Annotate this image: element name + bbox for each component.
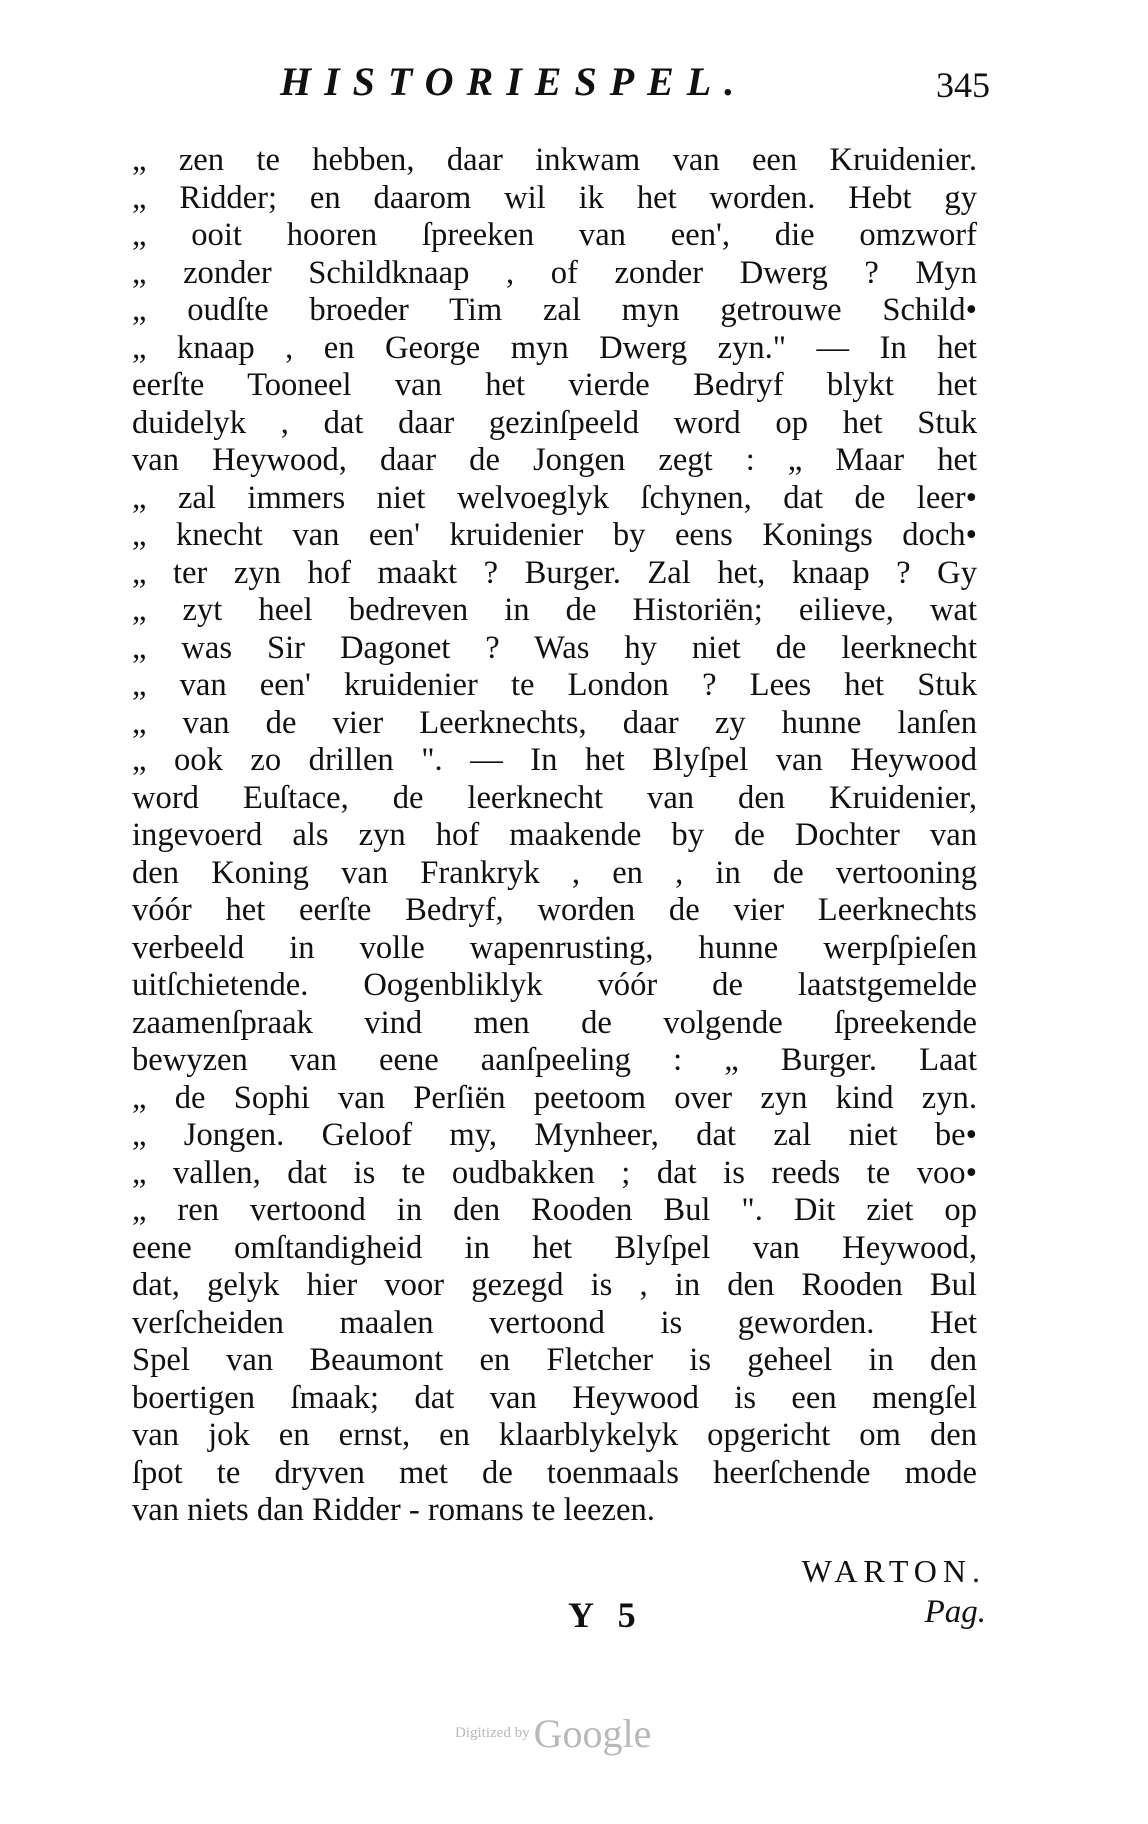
- text-line: „ vallen, dat is te oudbakken ; dat is reeds te voo•: [132, 1154, 977, 1191]
- text-line: „ was Sir Dagonet ? Was hy niet de leerknecht: [132, 629, 977, 666]
- text-line: dat, gelyk hier voor gezegd is , in den Rooden Bul: [132, 1267, 977, 1303]
- text-line: eene omſtandigheid in het Blyſpel van Heywood,: [132, 1229, 977, 1266]
- author-signature: WARTON.: [801, 1553, 986, 1589]
- text-line: uitſchietende. Oogenbliklyk vóór de laatstgemelde: [132, 967, 977, 1003]
- text-line: „ zonder Schildknaap , of zonder Dwerg ? Myn: [132, 254, 977, 291]
- text-line: „ de Sophi van Perſiën peetoom over zyn kind zyn.: [132, 1079, 977, 1116]
- text-line: eerſte Tooneel van het vierde Bedryf blykt het: [132, 367, 977, 403]
- text-line: bewyzen van eene aanſpeeling : „ Burger. Laat: [132, 1042, 977, 1078]
- text-line: ingevoerd als zyn hof maakende by de Dochter van: [132, 817, 977, 853]
- text-line: „ zal immers niet welvoeglyk ſchynen, dat de leer•: [132, 479, 977, 516]
- page-number: 345: [936, 65, 990, 105]
- text-line: „ ter zyn hof maakt ? Burger. Zal het, knaap ? Gy: [132, 554, 977, 591]
- text-line: „ ooit hooren ſpreeken van een', die omzworf: [132, 217, 977, 253]
- text-line: „ Jongen. Geloof my, Mynheer, dat zal niet be•: [132, 1117, 977, 1153]
- text-line: van jok en ernst, en klaarblykelyk opgericht om den: [132, 1417, 977, 1453]
- text-line: den Koning van Frankryk , en , in de vertooning: [132, 854, 977, 891]
- watermark-prefix: Digitized by: [455, 1725, 530, 1741]
- text-line: „ van de vier Leerknechts, daar zy hunne lanſen: [132, 704, 977, 741]
- text-line: „ knecht van een' kruidenier by eens Konings doch•: [132, 517, 977, 553]
- text-line: ſpot te dryven met de toenmaals heerſchende mode: [132, 1454, 977, 1491]
- text-line: word Euſtace, de leerknecht van den Kruidenier,: [132, 779, 977, 816]
- text-line: „ oudſte broeder Tim zal myn getrouwe Schild•: [132, 292, 977, 328]
- text-line: vóór het eerſte Bedryf, worden de vier Leerknechts: [132, 892, 977, 928]
- text-line: Spel van Beaumont en Fletcher is geheel in den: [132, 1342, 977, 1378]
- text-line: zaamenſpraak vind men de volgende ſpreekende: [132, 1004, 977, 1041]
- catchword: Pag.: [924, 1594, 986, 1630]
- text-line: „ ren vertoond in den Rooden Bul ". Dit ziet op: [132, 1192, 977, 1228]
- text-line: van Heywood, daar de Jongen zegt : „ Maar het: [132, 442, 977, 478]
- text-line: „ ook zo drillen ". — In het Blyſpel van Heywood: [132, 742, 977, 778]
- digitized-watermark: [455, 1710, 695, 1757]
- body-text: [132, 142, 977, 1530]
- text-line: „ van een' kruidenier te London ? Lees het Stuk: [132, 667, 977, 703]
- signature-mark: Y 5: [568, 1595, 644, 1635]
- text-line: „ zyt heel bedreven in de Historiën; eilieve, wat: [132, 592, 977, 628]
- text-line: „ Ridder; en daarom wil ik het worden. Hebt gy: [132, 179, 977, 216]
- running-title: HISTORIESPEL.: [280, 59, 748, 104]
- text-line: „ knaap , en George myn Dwerg zyn." — In het: [132, 329, 977, 366]
- text-line: verbeeld in volle wapenrusting, hunne werpſpieſen: [132, 929, 977, 966]
- text-line: van niets dan Ridder - romans te leezen.: [132, 1492, 655, 1528]
- text-line: „ zen te hebben, daar inkwam van een Kruidenier.: [132, 142, 977, 178]
- page-header: [270, 58, 990, 118]
- text-line: duidelyk , dat daar gezinſpeeld word op het Stuk: [132, 404, 977, 441]
- text-line: boertigen ſmaak; dat van Heywood is een mengſel: [132, 1379, 977, 1416]
- watermark-brand: Google: [533, 1711, 652, 1756]
- text-line: verſcheiden maalen vertoond is geworden. Het: [132, 1304, 977, 1341]
